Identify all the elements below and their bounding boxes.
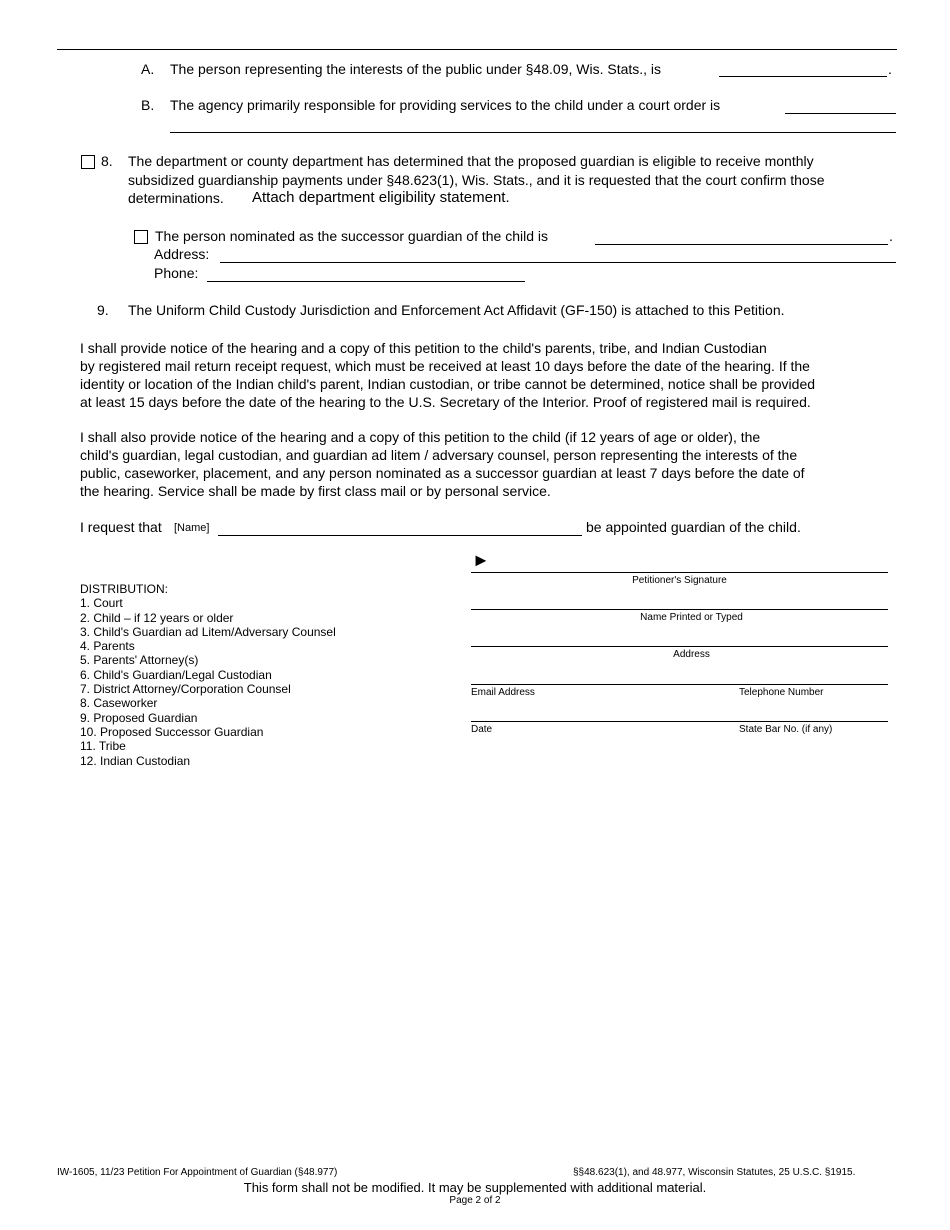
signature-arrow-icon: ► xyxy=(472,550,490,570)
successor-guardian-checkbox[interactable] xyxy=(134,230,148,244)
date-label: Date xyxy=(471,724,493,735)
attach-eligibility-note: Attach department eligibility statement. xyxy=(252,189,510,206)
address-label: Address xyxy=(673,649,710,660)
footer-page-number: Page 2 of 2 xyxy=(449,1195,501,1206)
distribution-item: 9. Proposed Guardian xyxy=(80,710,198,725)
request-suffix: be appointed guardian of the child. xyxy=(586,519,801,535)
name-printed-label: Name Printed or Typed xyxy=(640,612,743,623)
successor-guardian-end: . xyxy=(889,228,893,244)
footer-form-id: IW-1605, 11/23 Petition For Appointment of Guardian (§48.977) xyxy=(57,1167,338,1178)
proposed-guardian-name-field[interactable] xyxy=(218,521,582,536)
distribution-item: 12. Indian Custodian xyxy=(80,753,191,768)
request-prefix: I request that xyxy=(80,519,162,535)
address-field[interactable] xyxy=(471,646,888,647)
distribution-item: 3. Child's Guardian ad Litem/Adversary Counsel xyxy=(80,624,336,639)
telephone-label: Telephone Number xyxy=(739,687,824,698)
request-name-hint: [Name] xyxy=(174,522,210,534)
distribution-item: 5. Parents' Attorney(s) xyxy=(80,653,199,668)
successor-guardian-text: The person nominated as the successor guardian of the child is xyxy=(155,228,549,244)
item-9-number: 9. xyxy=(97,302,109,318)
successor-address-label: Address: xyxy=(154,246,210,262)
notice-2-line: public, caseworker, placement, and any person nominated as a successor guardian at least 7 days before the date of xyxy=(80,465,805,481)
agency-field-line2[interactable] xyxy=(170,118,896,133)
item-7b-text: The agency primarily responsible for providing services to the child under a court order is xyxy=(170,97,721,113)
notice-1-line: by registered mail return receipt request, which must be received at least 10 days before the date of the hearing. If the xyxy=(80,358,810,374)
distribution-title: DISTRIBUTION: xyxy=(80,582,169,596)
successor-phone-field[interactable] xyxy=(207,267,525,282)
item-7a-end: . xyxy=(888,61,892,77)
successor-phone-label: Phone: xyxy=(154,265,199,281)
distribution-item: 8. Caseworker xyxy=(80,696,158,711)
item-8-line3: determinations. xyxy=(128,190,224,206)
agency-field-line1[interactable] xyxy=(785,99,896,114)
name-printed-field[interactable] xyxy=(471,609,888,610)
distribution-item: 7. District Attorney/Corporation Counsel xyxy=(80,682,291,697)
item-7a-label: A. xyxy=(141,61,155,77)
footer-notice: This form shall not be modified. It may be supplemented with additional material. xyxy=(243,1180,707,1195)
item-9-text: The Uniform Child Custody Jurisdiction and Enforcement Act Affidavit (GF-150) is attached to this Petition. xyxy=(128,302,785,318)
email-telephone-field[interactable] xyxy=(471,684,888,685)
notice-1-line: I shall provide notice of the hearing and a copy of this petition to the child's parents, tribe, and Indian Custodian xyxy=(80,340,767,356)
top-rule xyxy=(57,49,897,50)
distribution-list xyxy=(80,582,336,768)
item-8-line1: The department or county department has determined that the proposed guardian is eligible to receive monthly xyxy=(128,153,814,169)
distribution-item: 10. Proposed Successor Guardian xyxy=(80,724,264,739)
distribution-item: 4. Parents xyxy=(80,639,135,654)
date-bar-field[interactable] xyxy=(471,721,888,722)
distribution-item: 2. Child – if 12 years or older xyxy=(80,610,234,625)
state-bar-label: State Bar No. (if any) xyxy=(739,724,833,735)
notice-paragraph-service xyxy=(80,428,900,500)
item-7a-text: The person representing the interests of the public under §48.09, Wis. Stats., is xyxy=(170,61,662,77)
item-8-number: 8. xyxy=(101,153,113,169)
petitioner-signature-field[interactable] xyxy=(471,572,888,573)
notice-2-line: I shall also provide notice of the hearing and a copy of this petition to the child (if 12 years of age or older), the xyxy=(80,429,761,445)
notice-1-line: at least 15 days before the date of the hearing to the U.S. Secretary of the Interior. Proof of registered mail is required. xyxy=(80,394,811,410)
distribution-item: 6. Child's Guardian/Legal Custodian xyxy=(80,667,272,682)
public-representative-field[interactable] xyxy=(719,62,887,77)
notice-1-line: identity or location of the Indian child's parent, Indian custodian, or tribe cannot be determined, notice shall be provided xyxy=(80,376,816,392)
email-label: Email Address xyxy=(471,687,535,698)
item-8-line2: subsidized guardianship payments under §48.623(1), Wis. Stats., and it is requested that the court confirm those xyxy=(128,172,825,188)
footer-statutes: §§48.623(1), and 48.977, Wisconsin Statutes, 25 U.S.C. §1915. xyxy=(573,1167,856,1178)
successor-address-field[interactable] xyxy=(220,248,896,263)
notice-2-line: the hearing. Service shall be made by first class mail or by personal service. xyxy=(80,483,551,499)
successor-guardian-name-field[interactable] xyxy=(595,230,888,245)
notice-paragraph-registered-mail xyxy=(80,339,900,411)
distribution-item: 11. Tribe xyxy=(80,739,126,754)
petitioner-signature-label: Petitioner's Signature xyxy=(632,575,727,586)
distribution-item: 1. Court xyxy=(80,596,123,611)
item-7b-label: B. xyxy=(141,97,155,113)
notice-2-line: child's guardian, legal custodian, and guardian ad litem / adversary counsel, person representing the interests of the xyxy=(80,447,798,463)
item-8-checkbox[interactable] xyxy=(81,155,95,169)
